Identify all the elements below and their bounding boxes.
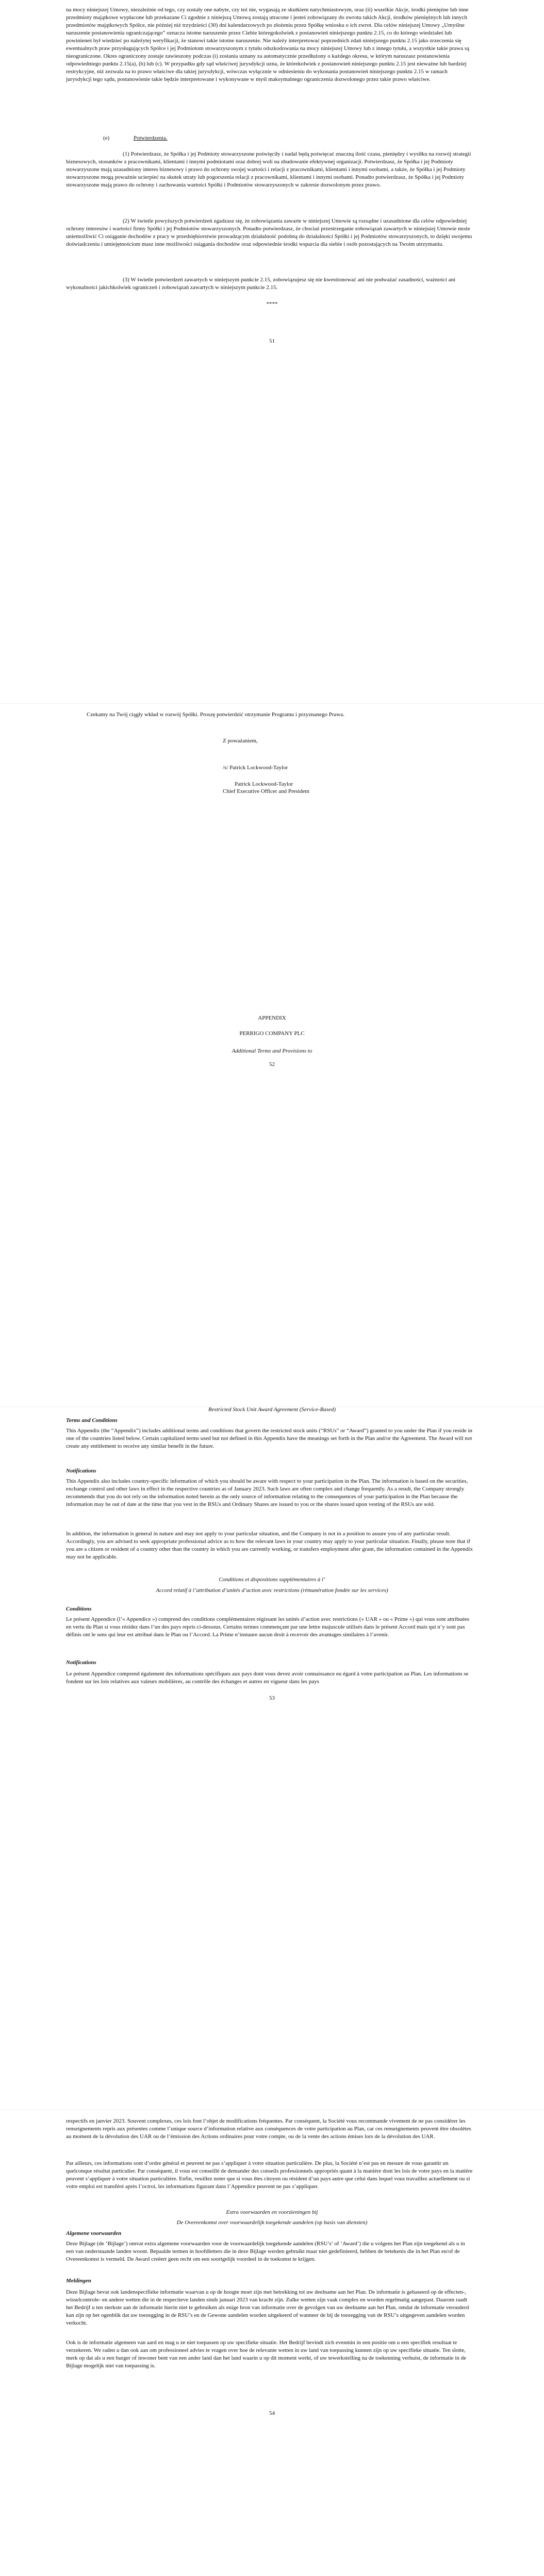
dutch-terms-paragraph: Deze Bijlage (de ‘Bijlage’) omvat extra algemene voorwaarden voor de voorwaardelijk toegekende aandelen (RSU’s’ of ‘Award’) die u volgens het Plan zijn toegekend als u in een van onderstaande landen woont. Bepaalde termen in hoofdletters die in deze Bijlage werden gebruikt maar niet gedefinieerd, hebben de betekenis die in het Plan en/of de Overeenkomst is vermeld. De Award creëert geen recht om een soortgelijk voordeel in de toekomst te krijgen. [66,2241,465,2262]
page-number: 52 [269,1061,275,1067]
terms-heading: Terms and Conditions [66,1417,118,1423]
french-appendix-subtitle: Accord relatif à l’attribution d’unités d’action avec restrictions (rémunération fondée sur les services) [156,1587,388,1594]
dutch-appendix-subtitle: De Overeenkomst over voorwaardelijk toegekende aandelen (op basis van diensten) [176,2219,368,2226]
page-52 [0,704,544,1406]
acknowledgement-paragraph-3: (3) W świetle potwierdzeń zawartych w niniejszym punkcie 2.15, zobowiązujesz się nie kwestionować ani nie podważać zasadności, ważności ani wykonalności jakichkolwiek ograniczeń i zobowiązań zawartych w niniejszym punkcie 2.15. [66,277,456,291]
dutch-notifications-heading: Meldingen [66,2278,91,2284]
section-title: Potwierdzenia. [133,135,168,141]
closing-paragraph: Czekamy na Twój ciągły wkład w rozwój Spółki. Proszę potwierdzić otrzymanie Programu i przyznanego Prawa. [87,711,345,718]
french-paragraph-2: Par ailleurs, ces informations sont d’ordre général et peuvent ne pas s’appliquer à votre situation particulière. De plus, la Société n’est pas en mesure de vous garantir un quelconque résultat particulier. Par conséquent, il vous est conseillé de demander des conseils professionnels appropriés quant à la manière dont les lois de votre pays en la matière peuvent s’appliquer à votre situation particulière. Enfin, veuillez noter que si vous êtes citoyen ou résident d’un pays autre que celui dans lequel vous travaillez actuellement ou si votre emploi est transféré après l’octroi, les informations figurant dans l’Appendice peuvent ne pas s’appliquer. [66,2160,473,2190]
dutch-notifications-paragraph-2: Ook is de informatie algemeen van aard en mag u ze niet toepassen op uw specifieke situatie. Het Bedrijf bevindt zich evenmin in een positie om u een specifiek resultaat te verzekeren. We raden u dan ook aan om professioneel advies te vragen over hoe de relevante wetten in uw land van toepassing kunnen zijn op uw specifieke situatie. Ten slotte, merk op dat als u een burger of inwoner bent van een ander land dan het land waarin u op dit moment werkt, of uw tewerkstelling na de toekenning verhuist, de informatie in de Bijlage mogelijk niet van toepassing is. [66,2340,466,2369]
notifications-fr-heading: Notifications [66,1659,96,1666]
award-title: Restricted Stock Unit Award Agreement (Service-Based) [208,1406,336,1413]
signer-title: Chief Executive Officer and President [223,788,309,794]
notifications-paragraph-2: In addition, the information is general in nature and may not apply to your particular situation, and the Company is not in a position to assure you of any particular result. Accordingly, you are advised to seek appropriate professional advice as to how the relevant laws in your country may apply to your particular situation. Finally, please note that if you are a citizen or resident of a country other than the country in which you are currently working, or transfers employment after grant, the information contained in the Appendix may not be applicable. [66,1531,473,1560]
french-appendix-title: Conditions et dispositions supplémentaires à l’ [219,1577,325,1583]
dutch-terms-heading: Algemene voorwaarden [66,2230,122,2236]
notifications-fr-paragraph: Le présent Appendice comprend également des informations spécifiques aux pays dont vous devez avoir connaissance eu égard à votre participation au Plan. Les informations se fondent sur les lois relatives aux valeurs mobilières, au contrôle des échanges et autres en vigueur dans les pays [66,1671,469,1685]
french-paragraph-continued: respectifs en janvier 2023. Souvent complexes, ces lois font l’objet de modifications fréquentes. Par conséquent, la Société vous recommande vivement de ne pas considérer les renseignements repris aux présentes comme l’unique source d’information relative aux conséquences de votre participation au Plan, car ces renseignements peuvent être obsolètes au moment de la dévolution des UAR ou de l’émission des Actions ordinaires pour votre compte, ou de la vente des actions émises lors de la dévolution des UAR. [66,2118,471,2140]
page-number: 54 [269,2410,275,2416]
signer-name: Patrick Lockwood-Taylor [235,781,293,787]
section-label: (e) [103,135,110,141]
notifications-heading: Notifications [66,1468,96,1474]
notifications-paragraph-1: This Appendix also includes country-specific information of which you should be aware with respect to your participation in the Plan. The information is based on the securities, exchange control and other laws in effect in the respective countries as of January 2023. Such laws are often complex and change frequently. As a result, the Company strongly recommends that you do not rely on the information noted herein as the only source of information relating to the consequences of your participation in the Plan because the information may be out of date at the time that you vest in the RSUs and Ordinary Shares are issued to you or the shares issued upon vesting of the RSUs are sold. [66,1478,468,1507]
dutch-notifications-paragraph-1: Deze Bijlage bevat ook landenspecifieke informatie waarvan u op de hoogte moet zijn met betrekking tot uw deelname aan het Plan. De informatie is gebaseerd op de effecten-, wisselcontrole- en andere wetten die in de respectieve landen sinds januari 2023 van kracht zijn. Zulke wetten zijn vaak complex en worden regelmatig aangepast. Daarom raadt het Bedrijf u ten sterkste aan de informatie hierin niet te gebruiken als enige bron van informatie over de gevolgen van uw deelname aan het Plan, omdat de informatie verouderd kan zijn op het ogenblik dat uw toezegging in de RSU’s en de Gewone aandelen worden uitgekeerd of wanneer de bij de toezegging van de RSU’s uitgegeven aandelen worden verkocht. [66,2289,469,2326]
acknowledgement-paragraph-1: (1) Potwierdzasz, że Spółka i jej Podmioty stowarzyszone poświęciły i nadal będą poświęcać znaczną ilość czasu, pieniędzy i wysiłku na rozwój strategii biznesowych, stosunków z pracownikami, klientami i innymi podmiotami oraz dobrej woli na zbudowanie efektywnej organizacji. Potwierdzasz, że Spółka i jej Podmioty stowarzyszone mają uzasadniony interes biznesowy i prawo do ochrony swojej wartości i relacji z pracownikami, klientami i innymi osobami, a także, że Spółka i jej Podmioty stowarzyszone mogą powaźnie ucierpieć na skutek utraty lub pogorszenia relacji z pracownikami, klientami i innymi osobami. Ponadto potwierdzasz, że Spółka i jej Podmioty stowarzyszone mają prawo do ochrony i zachowania wartości Spółki i Podmiotów stowarzyszonych w zakresie dozwolonym przez prawo. [66,151,471,188]
acknowledgement-paragraph-2: (2) W świetle powyższych potwierdzeń zgadzasz się, że zobowiązania zawarte w niniejszej Umowie są rozsądne i uzasadnione dla celów odpowiedniej ochrony interesów i wartości firmy Spółki i jej Podmiotów stowarzyszonych. Ponadto potwierdzasz, że chociaż przestrzeganie zobowiązań zawartych w niniejszej Umowie może uniemożliwić Ci osiąganie dochodów z pracy w przedsiębiorstwie prowadzącym działalność podobną do działalności Spółki i jej Podmiotów stowarzyszonych, to dzięki swojemu doświadczeniu i umiejętnościom masz inne możliwości osiągania dochodów oraz odpowiednie środki wsparcia dla siebie i osób pozostających na Twoim utrzymaniu. [66,218,472,247]
section-end-stars: **** [266,301,278,307]
conditions-heading: Conditions [66,1606,92,1612]
page-51 [0,0,544,703]
page-54 [0,2110,544,2576]
closing-regards: Z poważaniem, [223,738,258,744]
appendix-label: APPENDIX [258,1015,286,1021]
conditions-paragraph: Le présent Appendice (l’« Appendice ») comprend des conditions complémentaires régissant les unités d’action avec restrictions (« UAR » ou « Prime ») qui vous sont attribuées en vertu du Plan si vous résidez dans l’un des pays repris ci-dessous. Certains termes commençant par une lettre majuscule utilisés dans le présent Accord mais qui n’y sont pas définis ont le sens qui leur est attribué dans le Plan ou l’Accord. La Prime n’instaure aucun droit à recevoir des avantages similaires à l’avenir. [66,1616,470,1638]
page-number: 51 [269,338,275,344]
page-number: 53 [269,1695,275,1701]
terms-paragraph: This Appendix (the “Appendix”) includes additional terms and conditions that govern the restricted stock units (“RSUs” or “Award”) granted to you under the Plan if you reside in one of the countries listed below. Certain capitalized terms used but not defined in this Appendix have the meanings set forth in the Plan and/or the Agreement. The Award will not create any entitlement to receive any similar benefit in the future. [66,1428,473,1449]
signature-line: /s/ Patrick Lockwood-Taylor [223,765,288,771]
dutch-appendix-title: Extra voorwaarden en voorzieningen bij [226,2209,318,2215]
appendix-provisions-title: Additional Terms and Provisions to [232,1048,312,1054]
page-53 [0,1406,544,2110]
company-name: PERRIGO COMPANY PLC [239,1030,305,1037]
section-e-heading [103,135,168,141]
noncompete-continuation-paragraph: na mocy niniejszej Umowy, niezależnie od tego, czy zostały one nabyte, czy też nie, wygasają ze skutkiem natychmiastowym, oraz (ii) wszelkie Akcje, środki pieniężne lub inne przedmioty majątkowe wypłacone lub przekazane Ci zgodnie z niniejszą Umową zostają utracone i jesteś zobowiązany do zwrotu takich Akcji, środków pieniężnych lub innych przedmiotów majątkowych Spółce, nie później niż trzydzieści (30) dni kalendarzowych po złożeniu przez Spółkę wniosku o ich zwrot. Dla celów niniejszej Umowy „Umyślne naruszenie postanowienia ograniczającego” oznacza istotne naruszenie przez Ciebie któregokolwiek z postanowień niniejszego punktu 2.15, co do którego wiedziałeś lub powinieneś był wiedzieć po należytej weryfikacji, że stanowi takie istotne naruszenie. Nie należy interpretować poprzednich zdań niniejszego punktu 2.15 jako zrzeczenia się ewentualnych praw przysługujących Spółce i jej Podmiotom stowarzyszonym z tytułu odszkodowania na mocy niniejszej Umowy lub z innego tytułu, a wszystkie takie prawa są nieograniczone. Okres ograniczony zostaje zawieszony podczas (i) zostania uznany za automatycznie przedłużony o każdego okresu, w którym naruszasz postanowienia odpowiedniego punktu 2.15(a), (b) lub (c). W przypadku gdy sąd właściwej jurysdykcji uzna, że którekolwiek z postanowień niniejszego punktu 2.15 jest nieważne lub bardziej restrykcyjne, niż zezwala na to prawo właściwe dla takiej jurysdykcji, wówczas wyłącznie w odniesieniu do wykonania postanowień niniejszego punktu 2.15 w ramach jurysdykcji tego sądu, postanowienie takie będzie interpretowane i wykonywane w myśl maksymalnego ograniczenia dozwolonego przez takie prawo właściwe. [66,7,470,82]
